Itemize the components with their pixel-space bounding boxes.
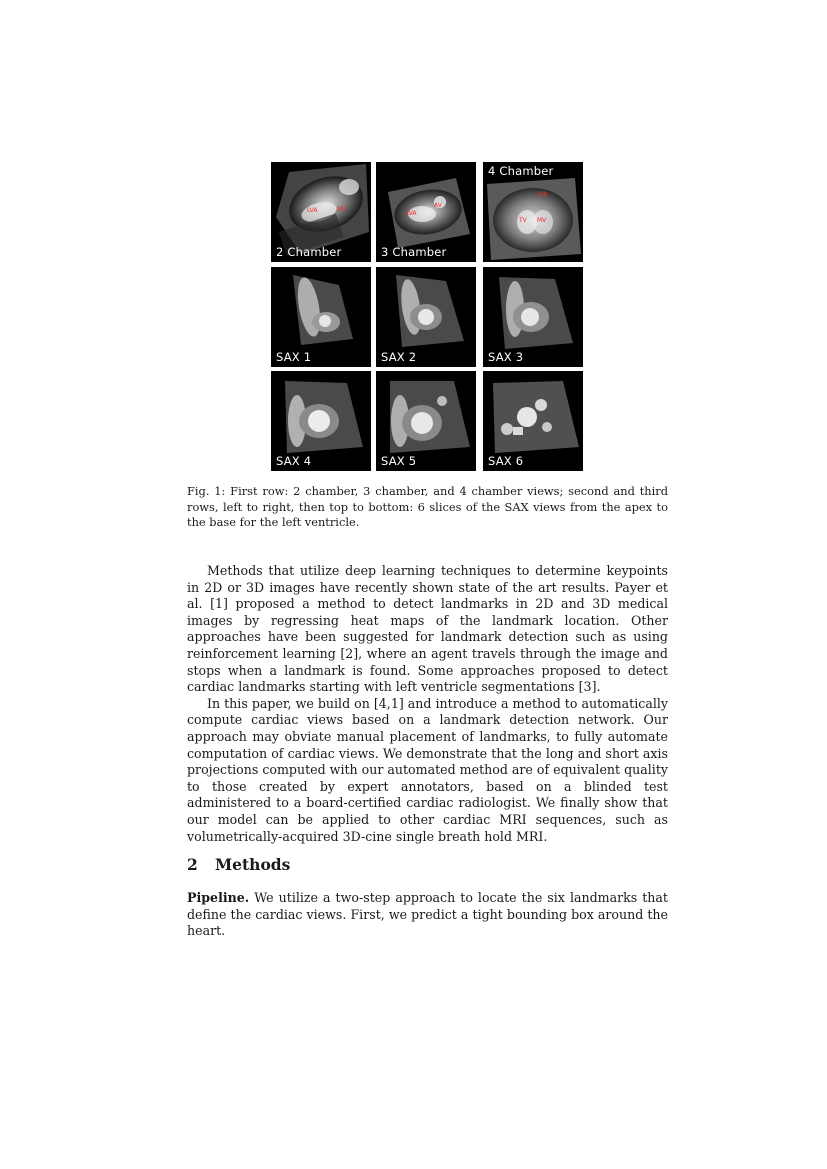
- mri-panel-sax-3: [483, 267, 583, 367]
- section-number: 2: [187, 855, 198, 874]
- figure-caption: Fig. 1: First row: 2 chamber, 3 chamber, and 4 chamber views; second and third rows, left to right, then top to bottom: 6 slices of the SAX views from the apex to the base for the left ventricle.: [187, 484, 668, 529]
- mri-panel-sax-1: [271, 267, 371, 367]
- panel-label: SAX 3: [488, 350, 524, 364]
- paragraph-heading: Pipeline.: [187, 890, 250, 905]
- panel-label: SAX 2: [381, 350, 417, 364]
- panel-label: SAX 5: [381, 454, 417, 468]
- panel-label: SAX 1: [276, 350, 312, 364]
- landmark-label: LVA: [307, 207, 318, 214]
- paragraph-text: We utilize a two-step approach to locate the six landmarks that define the cardiac views. First, we predict a tight bounding box around the heart.: [187, 890, 668, 939]
- landmark-label: LVA: [406, 210, 417, 217]
- mri-panel-sax-2: [376, 267, 476, 367]
- paragraph: Methods that utilize deep learning techniques to determine keypoints in 2D or 3D images have recently shown state of the art results. Payer et al. [1] proposed a method to detect landmarks in 2D and 3D medical images by regressing heat maps of the landmark location. Other approaches have been suggested for landmark detection such as using reinforcement learning [2], where an agent travels through the image and stops when a landmark is found. Some approaches proposed to detect cardiac landmarks starting with left ventricle segmentations [3].: [187, 563, 668, 695]
- landmark-label: MV: [337, 206, 347, 213]
- panel-label: 2 Chamber: [276, 245, 342, 259]
- section-heading: [187, 855, 290, 874]
- mri-panel-sax-5: [376, 371, 476, 471]
- mri-panel-3-chamber: [376, 162, 476, 262]
- landmark-label: LVA: [537, 191, 548, 198]
- panel-label: 4 Chamber: [488, 164, 554, 178]
- mri-panel-sax-6: [483, 371, 583, 471]
- mri-panel-4-chamber: [483, 162, 583, 262]
- figure-1: [271, 162, 584, 471]
- pipeline-paragraph: [187, 890, 668, 940]
- mri-panel-sax-4: [271, 371, 371, 471]
- landmark-label: TV: [519, 217, 527, 224]
- landmark-label: MV: [537, 217, 547, 224]
- panel-label: SAX 4: [276, 454, 312, 468]
- panel-label: 3 Chamber: [381, 245, 447, 259]
- section-title: Methods: [215, 855, 291, 874]
- body-text: [187, 563, 668, 845]
- landmark-label: AV: [434, 202, 442, 209]
- panel-label: SAX 6: [488, 454, 524, 468]
- mri-panel-2-chamber: [271, 162, 371, 262]
- paragraph: In this paper, we build on [4,1] and introduce a method to automatically compute cardiac views based on a landmark detection network. Our approach may obviate manual placement of landmarks, to fully automate computation of cardiac views. We demonstrate that the long and short axis projections computed with our automated method are of equivalent quality to those created by expert annotators, based on a blinded test administered to a board-certified cardiac radiologist. We finally show that our model can be applied to other cardiac MRI sequences, such as volumetrically-acquired 3D-cine single breath hold MRI.: [187, 695, 668, 844]
